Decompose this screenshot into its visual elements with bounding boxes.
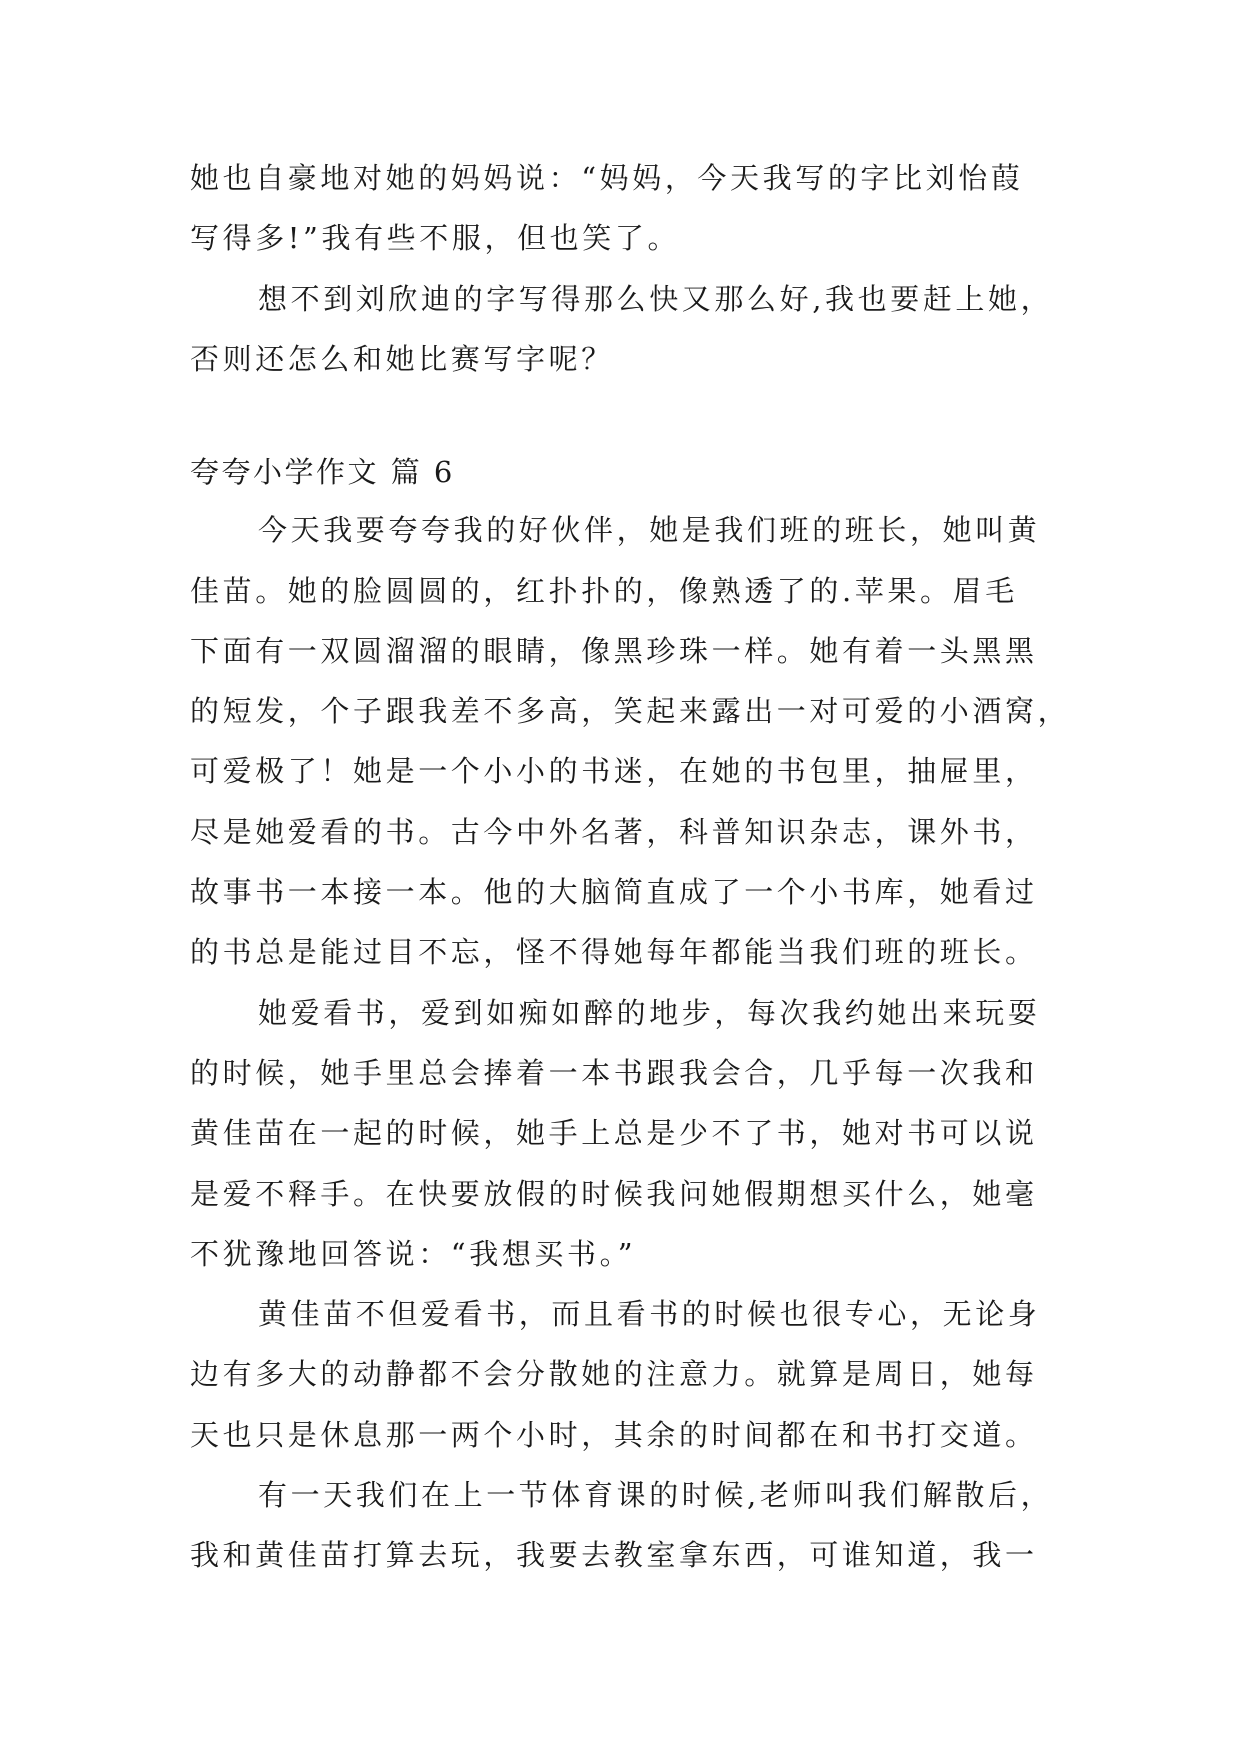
text-line: 的时候，她手里总会捧着一本书跟我会合，几乎每一次我和 bbox=[190, 1056, 1038, 1090]
text-line: 可爱极了！她是一个小小的书迷，在她的书包里，抽屉里， bbox=[190, 754, 1038, 788]
text-line: 是爱不释手。在快要放假的时候我问她假期想买什么，她毫 bbox=[190, 1177, 1038, 1211]
text-line: 下面有一双圆溜溜的眼睛，像黑珍珠一样。她有着一头黑黑 bbox=[190, 634, 1038, 668]
section-heading: 夸夸小学作文 篇 6 bbox=[190, 455, 455, 489]
text-line: 否则还怎么和她比赛写字呢？ bbox=[190, 342, 614, 376]
text-line: 的短发，个子跟我差不多高，笑起来露出一对可爱的小酒窝， bbox=[190, 694, 1071, 728]
text-line: 的书总是能过目不忘，怪不得她每年都能当我们班的班长。 bbox=[190, 935, 1038, 969]
text-line: 黄佳苗在一起的时候，她手上总是少不了书，她对书可以说 bbox=[190, 1116, 1038, 1150]
text-line: 佳苗。她的脸圆圆的，红扑扑的，像熟透了的.苹果。眉毛 bbox=[190, 574, 1018, 608]
text-line: 故事书一本接一本。他的大脑简直成了一个小书库，她看过 bbox=[190, 875, 1038, 909]
text-line: 她也自豪地对她的妈妈说：“妈妈，今天我写的字比刘怡葭 bbox=[190, 161, 1024, 195]
text-line: 不犹豫地回答说：“我想买书。” bbox=[190, 1237, 637, 1271]
text-line: 今天我要夸夸我的好伙伴，她是我们班的班长，她叫黄 bbox=[258, 513, 1041, 547]
text-line: 尽是她爱看的书。古今中外名著，科普知识杂志，课外书， bbox=[190, 815, 1038, 849]
text-line: 天也只是休息那一两个小时，其余的时间都在和书打交道。 bbox=[190, 1418, 1038, 1452]
text-line: 黄佳苗不但爱看书，而且看书的时候也很专心，无论身 bbox=[258, 1297, 1041, 1331]
text-line: 想不到刘欣迪的字写得那么快又那么好,我也要赶上她， bbox=[258, 282, 1054, 316]
text-line: 她爱看书，爱到如痴如醉的地步，每次我约她出来玩耍 bbox=[258, 996, 1041, 1030]
text-line: 写得多!”我有些不服，但也笑了。 bbox=[190, 221, 681, 255]
text-line: 我和黄佳苗打算去玩，我要去教室拿东西，可谁知道，我一 bbox=[190, 1538, 1038, 1572]
text-line: 边有多大的动静都不会分散她的注意力。就算是周日，她每 bbox=[190, 1357, 1038, 1391]
text-line: 有一天我们在上一节体育课的时候,老师叫我们解散后， bbox=[258, 1478, 1054, 1512]
